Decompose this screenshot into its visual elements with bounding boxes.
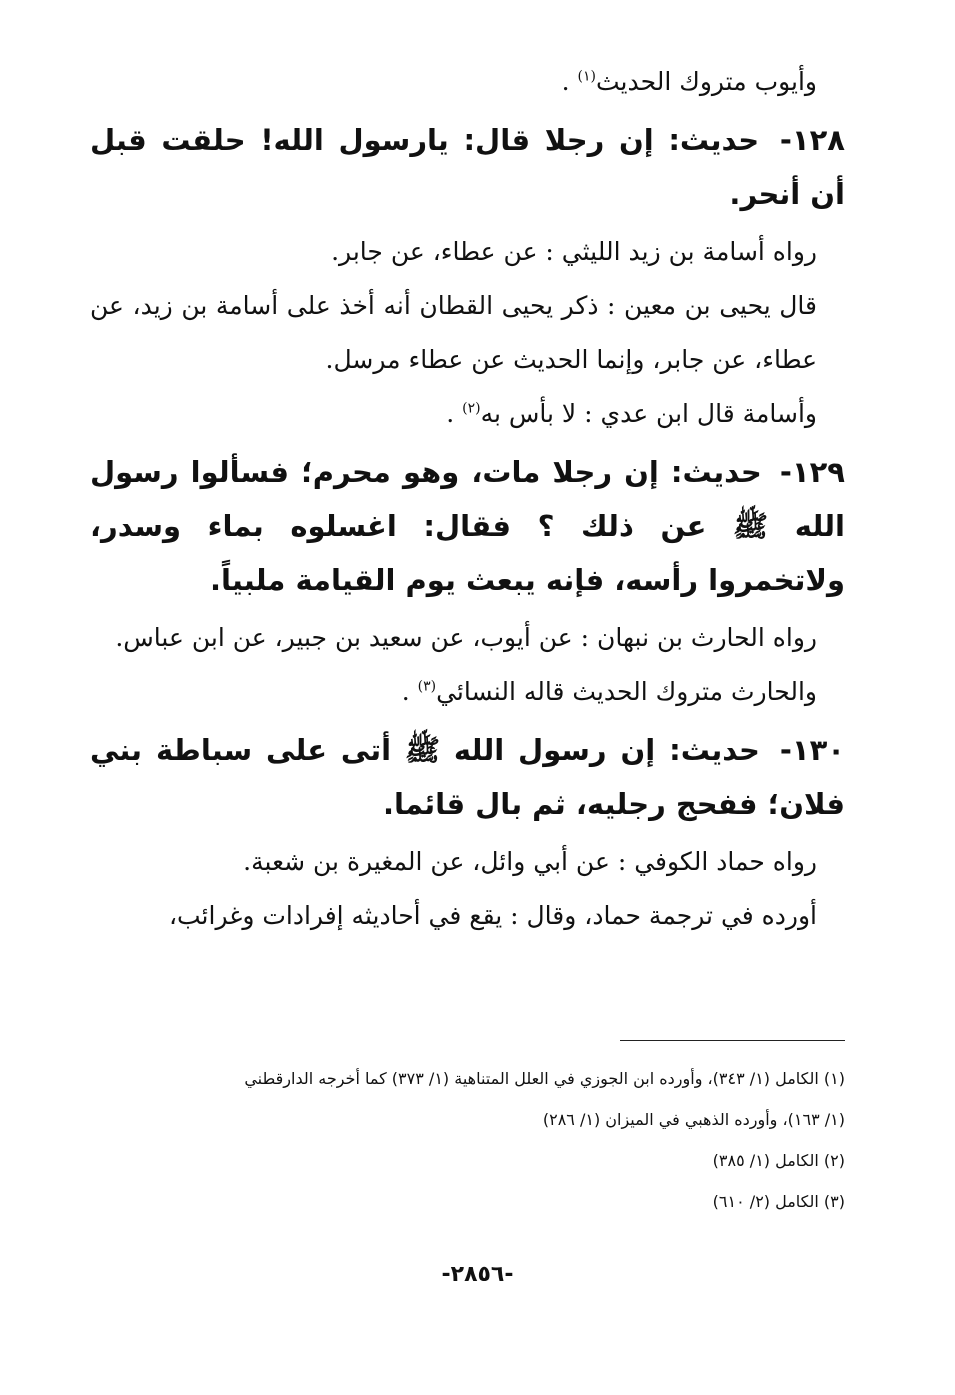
hadith-number: ١٢٨- [779,123,845,157]
footnote-ref: (٢) [462,400,481,417]
footnote: (٣) الكامل (٢/ ٦١٠) [712,1192,845,1211]
footnote: (٢) الكامل (١/ ٣٨٥) [712,1151,845,1170]
hadith-129-heading [90,445,845,607]
hadith-130-heading [90,723,845,831]
paragraph [90,387,845,441]
hadith-128-heading [90,113,845,221]
footnote: (١) الكامل (١/ ٣٤٣)، وأورده ابن الجوزي في العلل المتناهية (١/ ٣٧٣) كما أخرجه الدارقطني [244,1069,845,1088]
text-end: . [561,67,570,96]
text-end: . [401,677,410,706]
hadith-text: حديث: إن رسول الله ﷺ أتى على سباطة بني فلان؛ ففحج رجليه، ثم بال قائما. [90,733,845,821]
text-line: والحارث متروك الحديث قاله النسائي [436,677,817,706]
paragraph [90,665,845,719]
footnote-ref: (٣) [417,678,437,695]
text-end: . [446,399,455,428]
footnote-divider [620,1040,845,1041]
footnote-ref: (١) [577,68,596,85]
paragraph: قال يحيى بن معين : ذكر يحيى القطان أنه أخذ على أسامة بن زيد، عن عطاء، عن جابر، وإنما الحديث عن عطاء مرسل. [90,291,817,374]
hadith-number: ١٢٩- [779,455,845,489]
main-text [90,55,845,943]
paragraph: رواه أسامة بن زيد الليثي : عن عطاء، عن جابر. [331,237,817,266]
paragraph: أورده في ترجمة حماد، وقال : يقع في أحاديثه إفرادات وغرائب، [168,901,817,930]
page-number: -٢٨٥٦- [441,1262,514,1287]
hadith-number: ١٣٠- [779,733,845,767]
paragraph: رواه حماد الكوفي : عن أبي وائل، عن المغيرة بن شعبة. [243,847,817,876]
paragraph [90,55,845,109]
text-line: وأيوب متروك الحديث [595,67,817,96]
hadith-text: حديث: إن رجلا قال: يارسول الله! حلقت قبل أن أنحر. [90,123,845,211]
footnote: (١/ ١٦٣)، وأورده الذهبي في الميزان (١/ ٢٨٦) [542,1110,845,1129]
text-line: وأسامة قال ابن عدي : لا بأس به [480,399,817,428]
hadith-text: حديث: إن رجلا مات، وهو محرم؛ فسألوا رسول الله ﷺ عن ذلك ؟ فقال: اغسلوه بماء وسدر، ولاتخمروا رأسه، فإنه يبعث يوم القيامة ملبياً. [90,455,845,597]
footnotes [90,1058,845,1222]
paragraph: رواه الحارث بن نبهان : عن أيوب، عن سعيد بن جبير، عن ابن عباس. [115,623,817,652]
